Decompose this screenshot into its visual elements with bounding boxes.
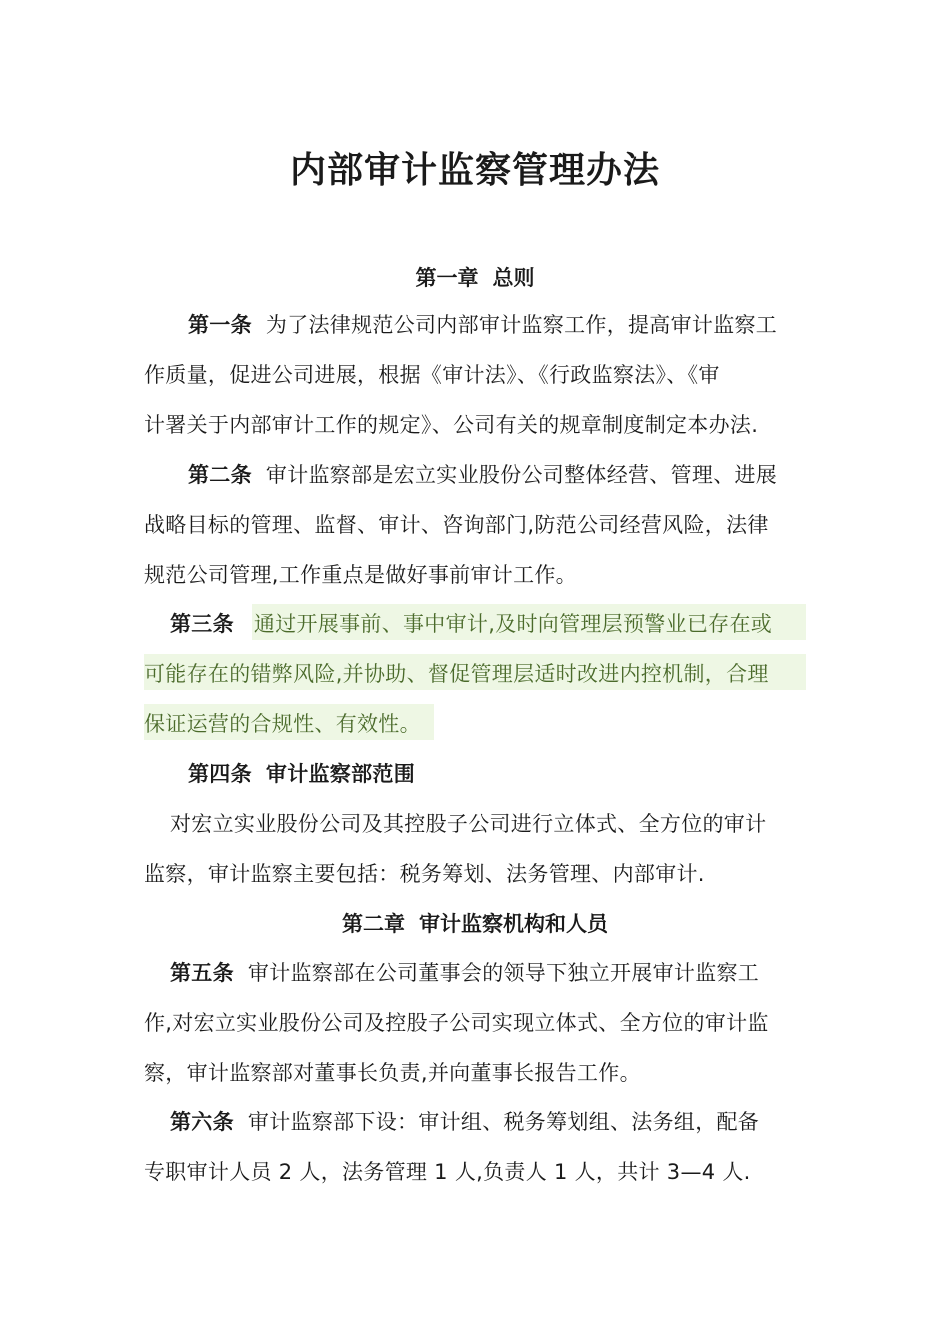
article-6-line-1: [170, 1107, 759, 1137]
chapter-2-heading: [0, 908, 950, 938]
article-3-line-2: 可能存在的错弊风险,并协助、督促管理层适时改进内控机制，合理: [144, 662, 769, 686]
article-5-line-1: [170, 958, 759, 988]
chapter-1-heading: [0, 262, 950, 292]
chapter-2-name: 审计监察机构和人员: [419, 912, 608, 936]
chapter-1-label: 第一章: [415, 266, 479, 290]
document-title: 内部审计监察管理办法: [289, 150, 660, 191]
article-2-line-1: [188, 460, 777, 490]
article-3-line-1: [170, 609, 772, 639]
article-4-heading: [188, 759, 415, 789]
article-3-label: 第三条: [170, 612, 234, 636]
article-6-text-1: 审计监察部下设：审计组、税务筹划组、法务组，配备: [247, 1110, 760, 1134]
article-4-label: 第四条: [188, 762, 252, 786]
article-6-line-2: 专职审计人员 2 人，法务管理 1 人,负责人 1 人，共计 3—4 人.: [144, 1160, 751, 1184]
article-5-label: 第五条: [170, 961, 234, 985]
article-5-line-3: 察，审计监察部对董事长负责,并向董事长报告工作。: [144, 1061, 641, 1085]
article-1-text-1: 为了法律规范公司内部审计监察工作，提高审计监察工: [265, 313, 778, 337]
article-4-title: 审计监察部范围: [265, 762, 416, 786]
chapter-2-label: 第二章: [342, 912, 405, 936]
chapter-1-name: 总则: [492, 266, 535, 290]
article-4-line-1: 对宏立实业股份公司及其控股子公司进行立体式、全方位的审计: [170, 812, 767, 836]
article-6-label: 第六条: [170, 1110, 234, 1134]
article-2-label: 第二条: [188, 463, 252, 487]
article-2-line-3: 规范公司管理,工作重点是做好事前审计工作。: [144, 563, 577, 587]
article-1-line-3: 计署关于内部审计工作的规定》、公司有关的规章制度制定本办法.: [144, 413, 759, 437]
article-2-text-1: 审计监察部是宏立实业股份公司整体经营、管理、进展: [265, 463, 778, 487]
article-5-line-2: 作,对宏立实业股份公司及控股子公司实现立体式、全方位的审计监: [144, 1011, 769, 1035]
article-1-line-2: 作质量，促进公司进展，根据《审计法》、《行政监察法》、《审: [144, 363, 720, 387]
article-3-line-3: 保证运营的合规性、有效性。: [144, 712, 421, 736]
article-3-text-1: 通过开展事前、事中审计,及时向管理层预警业已存在或: [253, 612, 773, 636]
article-2-line-2: 战略目标的管理、监督、审计、咨询部门,防范公司经营风险，法律: [144, 513, 769, 537]
article-4-line-2: 监察，审计监察主要包括：税务筹划、法务管理、内部审计.: [144, 862, 705, 886]
article-1-label: 第一条: [188, 313, 252, 337]
article-5-text-1: 审计监察部在公司董事会的领导下独立开展审计监察工: [247, 961, 760, 985]
article-1-line-1: [188, 310, 777, 340]
